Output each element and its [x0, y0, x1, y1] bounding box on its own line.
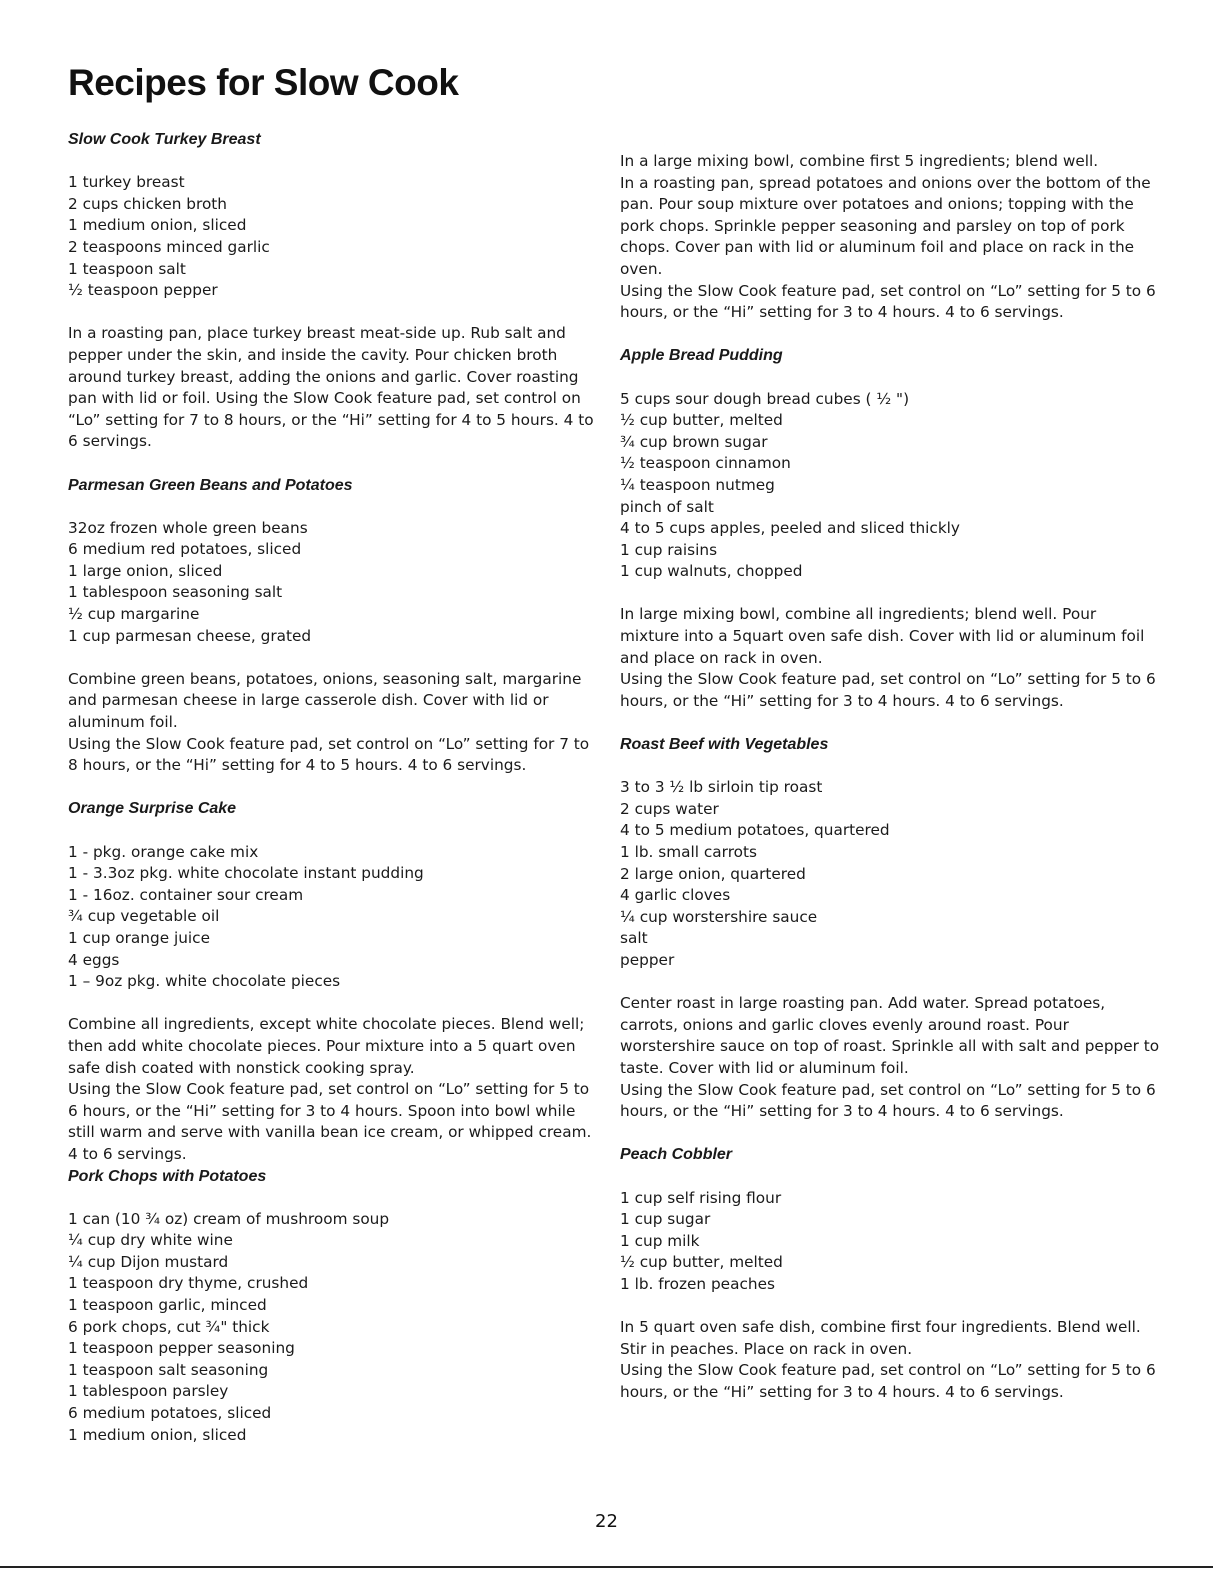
page-number: 22 [595, 1511, 618, 1532]
recipe-title: Orange Surprise Cake [68, 800, 237, 818]
method-steps [68, 323, 598, 453]
method-paragraph: In a roasting pan, spread potatoes and onions over the bottom of the pan. Pour soup mixture over potatoes and onions; topping with the pork chops. Sprinkle pepper seasoning and parsley on top of pork chops. Cover pan with lid or aluminum foil and place on rack in the oven. [620, 173, 1151, 278]
ingredient-item: 1 - pkg. orange cake mix [68, 842, 259, 861]
ingredient-item: 1 medium onion, sliced [68, 216, 247, 235]
recipe-pork-chops [68, 1166, 598, 1447]
method-steps [68, 1014, 598, 1165]
ingredient-item: 1 - 16oz. container sour cream [68, 885, 304, 904]
ingredient-item: 4 to 5 cups apples, peeled and sliced thickly [620, 519, 960, 538]
ingredient-item: 1 – 9oz pkg. white chocolate pieces [68, 972, 341, 991]
method-paragraph: Using the Slow Cook feature pad, set control on “Lo” setting for 5 to 6 hours, or the “Hi” setting for 3 to 4 hours. Spoon into bowl while still warm and serve with vanilla bean ice cream, or whipped cream. [68, 1080, 592, 1142]
ingredient-item: 1 lb. small carrots [620, 843, 757, 861]
ingredient-item: 1 cup parmesan cheese, grated [68, 626, 312, 645]
ingredient-item: 1 - 3.3oz pkg. white chocolate instant pudding [68, 864, 424, 883]
ingredient-item: ½ teaspoon pepper [68, 281, 218, 300]
ingredient-list [620, 777, 1160, 971]
recipe-title: Apple Bread Pudding [620, 347, 783, 365]
ingredient-item: 3 to 3 ½ lb sirloin tip roast [620, 778, 823, 797]
ingredient-item: ¼ cup worstershire sauce [620, 907, 818, 926]
method-paragraph: Using the Slow Cook feature pad, set control on “Lo” setting for 5 to 6 hours, or the “Hi” setting for 3 to 4 hours. 4 to 6 servings. [620, 670, 1156, 710]
method-paragraph: Combine green beans, potatoes, onions, seasoning salt, margarine and parmesan cheese in large casserole dish. Cover with lid or aluminum foil. [68, 669, 582, 732]
method-steps [620, 993, 1160, 1123]
ingredient-item: 1 cup self rising flour [620, 1188, 782, 1207]
method-paragraph: Center roast in large roasting pan. Add water. Spread potatoes, carrots, onions and garlic cloves evenly around roast. Pour worstershire sauce on top of roast. Sprinkle all with salt and pepper to taste. Cover with lid or aluminum foil. [620, 994, 1160, 1077]
ingredient-item: 4 eggs [68, 950, 120, 969]
left-column [68, 129, 598, 1468]
ingredient-item: ¼ teaspoon nutmeg [620, 475, 775, 494]
ingredient-list [68, 1209, 598, 1447]
ingredient-item: ½ cup butter, melted [620, 411, 783, 430]
recipe-title: Slow Cook Turkey Breast [68, 131, 261, 148]
method-paragraph: In 5 quart oven safe dish, combine first four ingredients. Blend well. Stir in peaches. Place on rack in oven. [620, 1318, 1141, 1358]
method-paragraph: In large mixing bowl, combine all ingredients; blend well. Pour mixture into a 5quart oven safe dish. Cover with lid or aluminum foil and place on rack in oven. [620, 605, 1145, 667]
ingredient-item: 1 cup orange juice [68, 928, 210, 947]
recipe-title: Parmesan Green Beans and Potatoes [68, 476, 353, 494]
ingredient-item: 1 teaspoon salt [68, 259, 186, 278]
recipe-green-beans [68, 475, 598, 777]
ingredient-item: 1 teaspoon pepper seasoning [68, 1339, 295, 1358]
method-paragraph: In a roasting pan, place turkey breast meat-side up. Rub salt and pepper under the skin, and inside the cavity. Pour chicken broth around turkey breast, adding the onions and garlic. Cover roasting pan with lid or foil. Using the Slow Cook feature pad, set control on “Lo” setting for 7 to 8 hours, or the “Hi” setting for 4 to 5 hours. 4 to 6 servings. [68, 324, 594, 451]
ingredient-item: 6 pork chops, cut ¾" thick [68, 1317, 270, 1336]
method-steps [620, 151, 1160, 324]
ingredient-list [620, 389, 1160, 583]
ingredient-item: ¾ cup brown sugar [620, 432, 768, 451]
recipe-turkey-breast [68, 129, 598, 453]
ingredient-item: 1 tablespoon seasoning salt [68, 583, 283, 602]
method-paragraph: Using the Slow Cook feature pad, set control on “Lo” setting for 5 to 6 hours, or the “Hi” setting for 3 to 4 hours. 4 to 6 servings. [620, 1080, 1156, 1121]
ingredient-item: ¾ cup vegetable oil [68, 907, 220, 926]
ingredient-item: ½ teaspoon cinnamon [620, 454, 791, 473]
ingredient-item: 1 teaspoon salt seasoning [68, 1360, 269, 1379]
ingredient-item: 1 cup walnuts, chopped [620, 562, 803, 581]
method-paragraph: Using the Slow Cook feature pad, set control on “Lo” setting for 5 to 6 hours, or the “Hi” setting for 3 to 4 hours. 4 to 6 servings. [620, 281, 1156, 322]
recipe-title: Pork Chops with Potatoes [68, 1167, 267, 1185]
ingredient-item: pepper [620, 950, 675, 969]
method-paragraph: Combine all ingredients, except white chocolate pieces. Blend well; then add white chocolate pieces. Pour mixture into a 5 quart oven safe dish coated with nonstick cooking spray. [68, 1015, 585, 1077]
ingredient-item: ¼ cup Dijon mustard [68, 1252, 229, 1271]
ingredient-item: 5 cups sour dough bread cubes ( ½ ") [620, 389, 910, 408]
ingredient-item: 1 large onion, sliced [68, 561, 223, 580]
ingredient-item: 1 turkey breast [68, 173, 185, 192]
ingredient-item: salt [620, 929, 648, 948]
method-paragraph: In a large mixing bowl, combine first 5 ingredients; blend well. [620, 152, 1099, 170]
method-paragraph: 4 to 6 servings. [68, 1144, 187, 1163]
ingredient-item: ½ cup margarine [68, 605, 200, 624]
ingredient-item: 1 cup milk [620, 1231, 700, 1250]
ingredient-item: 1 tablespoon parsley [68, 1382, 229, 1401]
ingredient-list [68, 518, 598, 648]
recipe-peach-cobbler [620, 1144, 1160, 1403]
ingredient-item: ½ cup butter, melted [620, 1253, 783, 1272]
ingredient-item: 1 teaspoon dry thyme, crushed [68, 1274, 309, 1293]
ingredient-item: 1 medium onion, sliced [68, 1425, 247, 1444]
method-steps [620, 1317, 1160, 1403]
ingredient-item: 4 garlic cloves [620, 886, 731, 905]
recipe-title: Roast Beef with Vegetables [620, 736, 829, 754]
ingredient-item: 2 cups chicken broth [68, 194, 228, 213]
ingredient-item: 2 large onion, quartered [620, 864, 806, 883]
ingredient-list [68, 842, 598, 993]
method-paragraph: Using the Slow Cook feature pad, set control on “Lo” setting for 7 to 8 hours, or the “Hi” setting for 4 to 5 hours. 4 to 6 servings. [68, 734, 590, 775]
recipe-apple-bread-pudding [620, 345, 1160, 712]
ingredient-list [620, 1188, 1160, 1296]
method-paragraph: Using the Slow Cook feature pad, set control on “Lo” setting for 5 to 6 hours, or the “Hi” setting for 3 to 4 hours. 4 to 6 servings. [620, 1361, 1156, 1401]
ingredient-item: 1 cup raisins [620, 540, 718, 559]
ingredient-item: 2 cups water [620, 799, 719, 818]
ingredient-list [68, 172, 598, 302]
recipe-roast-beef [620, 734, 1160, 1123]
ingredient-item: pinch of salt [620, 497, 714, 516]
ingredient-item: 1 teaspoon garlic, minced [68, 1296, 267, 1315]
bottom-rule [0, 1566, 1213, 1568]
ingredient-item: ¼ cup dry white wine [68, 1231, 233, 1250]
recipe-orange-cake [68, 798, 598, 1165]
recipe-title: Peach Cobbler [620, 1146, 733, 1164]
ingredient-item: 2 teaspoons minced garlic [68, 237, 270, 256]
ingredient-item: 6 medium potatoes, sliced [68, 1404, 272, 1423]
ingredient-item: 4 to 5 medium potatoes, quartered [620, 821, 890, 840]
ingredient-item: 1 lb. frozen peaches [620, 1274, 775, 1293]
ingredient-item: 32oz frozen whole green beans [68, 518, 308, 537]
page-title: Recipes for Slow Cook [68, 62, 459, 103]
ingredient-item: 6 medium red potatoes, sliced [68, 540, 302, 559]
ingredient-item: 1 can (10 ¾ oz) cream of mushroom soup [68, 1209, 390, 1228]
method-steps [620, 604, 1160, 712]
ingredient-item: 1 cup sugar [620, 1210, 711, 1229]
method-steps [68, 669, 598, 777]
right-column [620, 151, 1160, 1425]
